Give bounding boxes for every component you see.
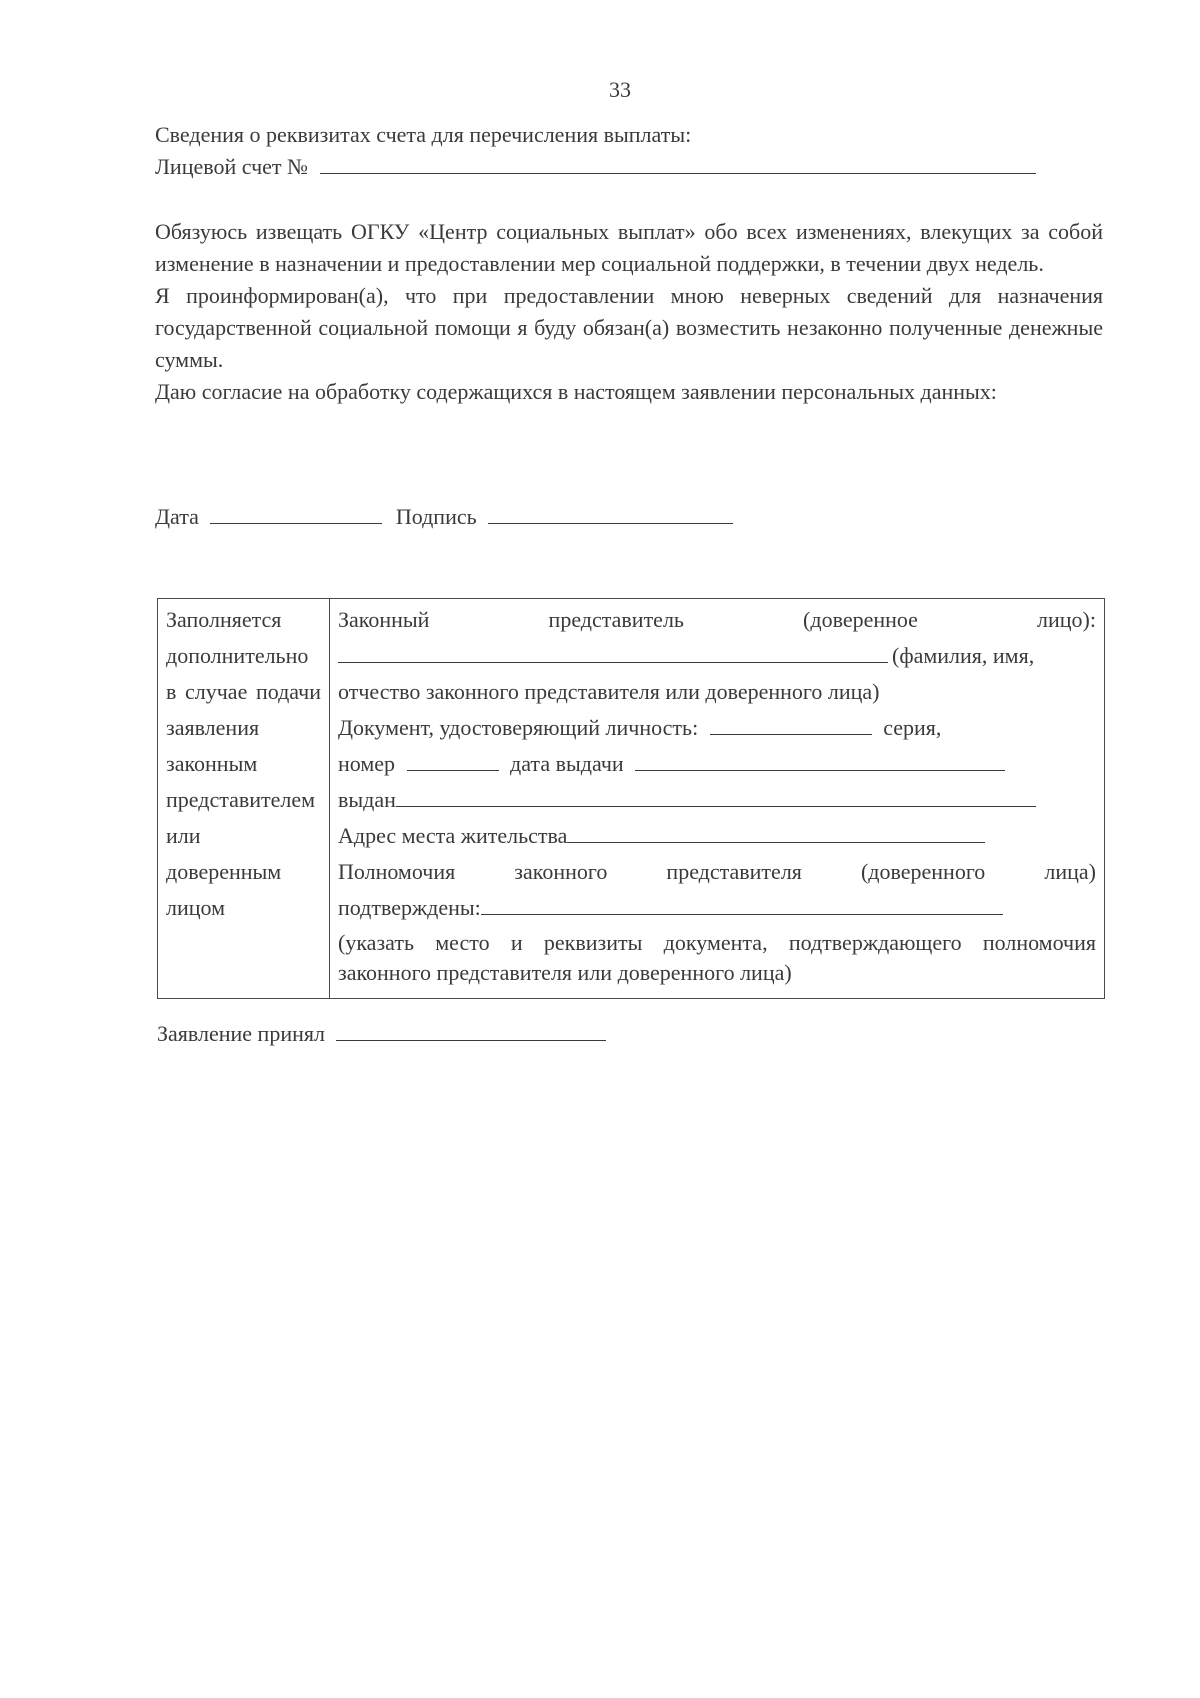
account-number-label: Лицевой счет №	[155, 154, 309, 179]
number-label: номер	[338, 751, 396, 776]
issued-by-row	[338, 782, 1096, 818]
rep-name-hint-a: (фамилия, имя,	[892, 643, 1035, 668]
id-document-type-field[interactable]	[710, 712, 872, 735]
address-row	[338, 818, 1096, 854]
rep-name-row	[338, 638, 1096, 674]
confirmed-label: подтверждены:	[338, 895, 481, 920]
liability-notice-text: Я проинформирован(а), что при предоставлении мною неверных сведений для назначения государственной социальной помощи я буду обязан(а) возместить незаконно полученные денежные суммы.	[155, 283, 1103, 372]
consent-text: Даю согласие на обработку содержащихся в настоящем заявлении персональных данных:	[155, 379, 997, 404]
account-heading: Сведения о реквизитах счета для перечисления выплаты:	[155, 122, 692, 147]
authority-note: (указать место и реквизиты документа, подтверждающего полномочия законного представителя или доверенного лица)	[338, 930, 1096, 985]
confirmed-row	[338, 890, 1096, 926]
account-details-section	[155, 119, 1075, 183]
date-field[interactable]	[210, 501, 382, 524]
signature-field[interactable]	[488, 501, 733, 524]
rep-label: Законный представитель (доверенное лицо):	[338, 607, 1096, 632]
page-number: 33	[609, 77, 631, 102]
account-number-field[interactable]	[320, 151, 1036, 174]
id-document-label: Документ, удостоверяющий личность:	[338, 715, 699, 740]
statements-section	[155, 216, 1103, 408]
representative-instruction-cell	[158, 599, 330, 999]
representative-instruction-text: Заполняется дополнительно в случае подачи заявления законным представителем или доверенным лицом	[166, 607, 321, 920]
rep-name-field[interactable]	[338, 640, 888, 663]
notification-obligation-text: Обязуюсь извещать ОГКУ «Центр социальных выплат» обо всех изменениях, влекущих за собой изменение в назначении и предоставлении мер социальной поддержки, в течении двух недель.	[155, 219, 1103, 276]
series-label: серия,	[883, 715, 942, 740]
signature-label: Подпись	[395, 504, 477, 529]
authority-row	[338, 854, 1096, 890]
rep-label-row	[338, 602, 1096, 638]
accepted-by-field[interactable]	[336, 1018, 606, 1041]
rep-name-hint-b: отчество законного представителя или доверенного лица)	[338, 679, 880, 704]
accepted-label: Заявление принял	[157, 1021, 325, 1046]
account-number-row	[155, 151, 1075, 183]
date-label: Дата	[155, 504, 199, 529]
address-field[interactable]	[567, 820, 985, 843]
issued-by-label: выдан	[338, 787, 396, 812]
authority-label: Полномочия законного представителя (доверенного лица)	[338, 859, 1096, 884]
number-date-row	[338, 746, 1096, 782]
date-signature-row	[155, 501, 733, 533]
representative-details-cell	[330, 599, 1105, 999]
id-document-row	[338, 710, 1096, 746]
issue-date-label: дата выдачи	[510, 751, 624, 776]
issued-by-field[interactable]	[396, 784, 1036, 807]
representative-table	[157, 598, 1105, 999]
number-field[interactable]	[407, 748, 499, 771]
representative-table-row	[158, 599, 1105, 999]
rep-name-hint-row	[338, 674, 1096, 710]
application-accepted-row	[157, 1018, 606, 1050]
issue-date-field[interactable]	[635, 748, 1005, 771]
confirmed-field[interactable]	[481, 892, 1003, 915]
address-label: Адрес места жительства	[338, 823, 568, 848]
